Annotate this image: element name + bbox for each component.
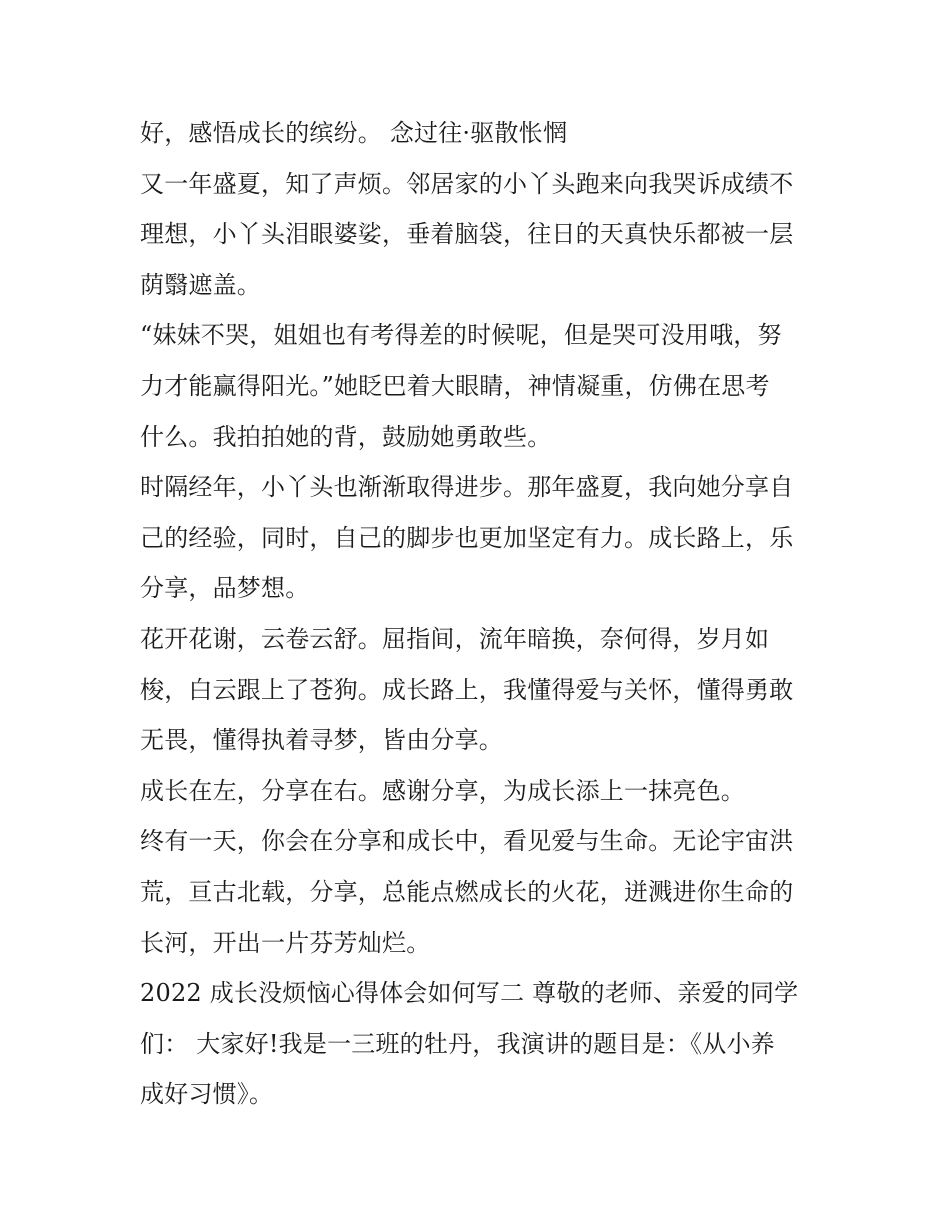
text-line: 梭，白云跟上了苍狗。成长路上，我懂得爱与关怀，懂得勇敢 (140, 675, 794, 704)
text-line: 力才能赢得阳光。”她眨巴着大眼睛，神情凝重，仿佛在思考 (140, 371, 770, 400)
text-line: 终有一天，你会在分享和成长中，看见爱与生命。无论宇宙洪 (140, 827, 794, 856)
document-body (140, 108, 820, 1120)
text-line: 荒，亘古北载，分享，总能点燃成长的火花，迸溅进你生命的 (140, 877, 794, 906)
text-line: 什么。我拍拍她的背，鼓励她勇敢些。 (140, 422, 552, 451)
text-line: 成好习惯》。 (140, 1080, 274, 1109)
text-line: 无畏，懂得执着寻梦，皆由分享。 (140, 726, 503, 755)
text-line: 理想，小丫头泪眼婆娑，垂着脑袋，往日的天真快乐都被一层 (140, 220, 794, 249)
text-line: 又一年盛夏，知了声烦。邻居家的小丫头跑来向我哭诉成绩不 (140, 169, 794, 198)
text-line: 好，感悟成长的缤纷。 念过往·驱散怅惘 (140, 119, 568, 147)
text-line: 成长在左，分享在右。感谢分享，为成长添上一抹亮色。 (140, 776, 745, 805)
text-line: 分享，品梦想。 (140, 574, 310, 603)
text-line: “妹妹不哭，姐姐也有考得差的时候呢，但是哭可没用哦，努 (140, 321, 782, 350)
text-line: 花开花谢，云卷云舒。屈指间，流年暗换，奈何得，岁月如 (140, 624, 770, 653)
text-line: 己的经验，同时，自己的脚步也更加坚定有力。成长路上，乐 (140, 523, 794, 552)
text-line: 时隔经年，小丫头也渐渐取得进步。那年盛夏，我向她分享自 (140, 473, 794, 502)
text-line: 2022 成长没烦恼心得体会如何写二 尊敬的老师、亲爱的同学 (140, 979, 799, 1008)
text-line: 长河，开出一片芬芳灿烂。 (140, 928, 431, 957)
text-line: 荫翳遮盖。 (140, 270, 261, 299)
text-line: 们： 大家好!我是一三班的牡丹，我演讲的题目是：《从小养 (140, 1029, 775, 1058)
